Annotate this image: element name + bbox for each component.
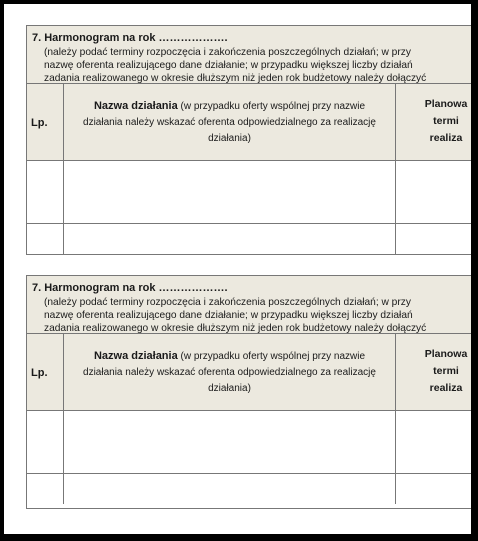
- cell-lp-input[interactable]: [27, 224, 64, 254]
- column-label-nazwa-note-3: działania): [208, 133, 251, 144]
- cell-termin-input[interactable]: [396, 474, 471, 504]
- cell-termin-input[interactable]: [396, 411, 471, 473]
- header-cell-lp: [27, 84, 64, 160]
- cell-nazwa-input[interactable]: [64, 161, 396, 223]
- column-label-plan-line-1: Planowa: [424, 98, 468, 110]
- instructions-line-1: (należy podać terminy rozpoczęcia i zakończenia poszczególnych działań; w przy: [44, 47, 411, 58]
- section-title-text: 7. Harmonogram na rok: [32, 32, 156, 44]
- instructions-line-2: nazwę oferenta realizującego dane działanie; w przypadku większej liczby działań: [44, 60, 413, 71]
- schedule-table: [27, 334, 471, 504]
- column-label-nazwa: [68, 98, 391, 147]
- cell-termin-input[interactable]: [396, 161, 471, 223]
- table-row: [27, 474, 471, 504]
- document-page: [4, 4, 471, 534]
- cell-lp-input[interactable]: [27, 411, 64, 473]
- table-row: [27, 224, 471, 254]
- table-row: [27, 161, 471, 224]
- table-header-row: [27, 334, 471, 411]
- cell-termin-input[interactable]: [396, 224, 471, 254]
- section-title-text: 7. Harmonogram na rok: [32, 282, 156, 294]
- column-label-plan-line-1: Planowa: [424, 348, 468, 360]
- header-cell-lp: [27, 334, 64, 410]
- section-header: [27, 276, 471, 334]
- cell-lp-input[interactable]: [27, 161, 64, 223]
- column-label-nazwa-note-2: działania należy wskazać oferenta odpowiedzialnego za realizację: [83, 367, 376, 378]
- column-label-lp: Lp.: [31, 117, 48, 129]
- column-label-nazwa-note-1: (w przypadku oferty wspólnej przy nazwie: [177, 351, 366, 362]
- harmonogram-section-2: [26, 275, 471, 509]
- section-title: [32, 281, 228, 295]
- harmonogram-section-1: [26, 25, 471, 255]
- column-label-plan-line-2: termi: [433, 365, 459, 377]
- column-label-plan-line-2: termi: [433, 115, 459, 127]
- header-cell-nazwa: [64, 84, 396, 160]
- section-header: [27, 26, 471, 84]
- table-header-row: [27, 84, 471, 161]
- table-row: [27, 411, 471, 474]
- column-label-nazwa-note-1: (w przypadku oferty wspólnej przy nazwie: [177, 101, 366, 112]
- header-cell-nazwa: [64, 334, 396, 410]
- instructions-line-3: zadania realizowanego w okresie dłuższym niż jeden rok budżetowy należy dołączyć: [44, 323, 427, 334]
- column-label-planowany-termin: [396, 346, 471, 397]
- cell-nazwa-input[interactable]: [64, 411, 396, 473]
- column-label-nazwa: [68, 348, 391, 397]
- column-label-planowany-termin: [396, 96, 471, 147]
- cell-nazwa-input[interactable]: [64, 474, 396, 504]
- instructions-line-2: nazwę oferenta realizującego dane działanie; w przypadku większej liczby działań: [44, 310, 413, 321]
- section-title: [32, 31, 228, 45]
- column-label-plan-line-3: realiza: [429, 382, 463, 394]
- column-label-plan-line-3: realiza: [429, 132, 463, 144]
- column-label-lp: Lp.: [31, 367, 48, 379]
- column-label-nazwa-note-2: działania należy wskazać oferenta odpowiedzialnego za realizację: [83, 117, 376, 128]
- column-label-nazwa-bold: Nazwa działania: [93, 100, 178, 112]
- instructions-line-3: zadania realizowanego w okresie dłuższym niż jeden rok budżetowy należy dołączyć: [44, 73, 427, 84]
- column-label-nazwa-note-3: działania): [208, 383, 251, 394]
- header-cell-planowany-termin: [396, 334, 471, 410]
- year-placeholder-dots: ……………….: [158, 32, 228, 44]
- schedule-table: [27, 84, 471, 254]
- instructions-line-1: (należy podać terminy rozpoczęcia i zakończenia poszczególnych działań; w przy: [44, 297, 411, 308]
- column-label-nazwa-bold: Nazwa działania: [93, 350, 178, 362]
- cell-nazwa-input[interactable]: [64, 224, 396, 254]
- year-placeholder-dots: ……………….: [158, 282, 228, 294]
- header-cell-planowany-termin: [396, 84, 471, 160]
- cell-lp-input[interactable]: [27, 474, 64, 504]
